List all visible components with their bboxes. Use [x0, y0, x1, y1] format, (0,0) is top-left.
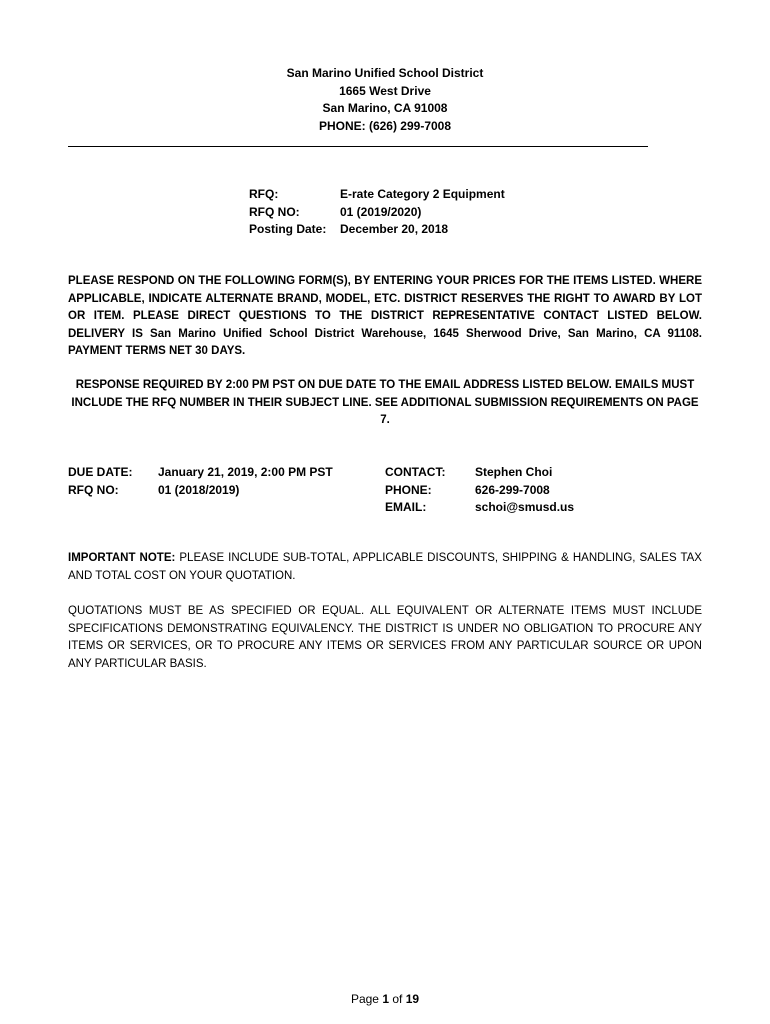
posting-date-label: Posting Date:	[249, 222, 327, 236]
rfq-no-value: 01 (2019/2020)	[340, 204, 422, 219]
rfq-row	[249, 186, 505, 204]
rfq-row	[249, 221, 505, 239]
rfq-no-label: RFQ NO:	[249, 204, 300, 219]
due-row	[68, 482, 702, 500]
rfq-no-label-2: RFQ NO:	[68, 482, 119, 497]
important-note-label: IMPORTANT NOTE:	[68, 552, 176, 564]
response-notice: RESPONSE REQUIRED BY 2:00 PM PST ON DUE DATE TO THE EMAIL ADDRESS LISTED BELOW. EMAILS MUST INCLUDE THE RFQ NUMBER IN THEIR SUBJECT LINE. SEE ADDITIONAL SUBMISSION REQUIREMENTS ON PAGE 7.	[71, 379, 699, 426]
due-info	[68, 464, 702, 517]
due-date-label: DUE DATE:	[68, 465, 133, 479]
address-line: 1665 West Drive	[339, 83, 431, 98]
of-word: of	[389, 992, 406, 1006]
email-label: EMAIL:	[385, 500, 427, 514]
due-row	[68, 499, 702, 517]
current-page: 1	[382, 992, 389, 1006]
important-note	[68, 550, 702, 585]
org-name: San Marino Unified School District	[286, 66, 484, 80]
instructions-paragraph: PLEASE RESPOND ON THE FOLLOWING FORM(S), BY ENTERING YOUR PRICES FOR THE ITEMS LISTED. WHERE APPLICABLE, INDICATE ALTERNATE BRAND, MODEL, ETC. DISTRICT RESERVES THE RIGHT TO AWARD BY LOT OR ITEM. PLEASE DIRECT QUESTIONS TO THE DISTRICT REPRESENTATIVE CONTACT LISTED BELOW. DELIVERY IS San Marino Unified School District Warehouse, 1645 Sherwood Drive, San Marino, CA 91108. PAYMENT TERMS NET 30 DAYS.	[68, 275, 702, 357]
rfq-row	[249, 204, 505, 222]
city-line: San Marino, CA 91008	[322, 101, 448, 115]
posting-date-value: December 20, 2018	[340, 222, 449, 236]
rfq-value: E-rate Category 2 Equipment	[340, 187, 505, 201]
page-word: Page	[350, 992, 383, 1006]
phone-label: PHONE:	[385, 482, 432, 497]
due-row	[68, 464, 702, 482]
phone-line: PHONE: (626) 299-7008	[318, 118, 452, 133]
important-note-text: PLEASE INCLUDE SUB-TOTAL, APPLICABLE DISCOUNTS, SHIPPING & HANDLING, SALES TAX AND TOTAL COST ON YOUR QUOTATION.	[68, 552, 702, 582]
phone-value: 626-299-7008	[475, 482, 550, 497]
rfq-no-value-2: 01 (2018/2019)	[158, 482, 240, 497]
email-value[interactable]: schoi@smusd.us	[475, 500, 575, 514]
rfq-info	[249, 186, 505, 239]
rfq-label: RFQ:	[249, 187, 279, 201]
quotation-note: QUOTATIONS MUST BE AS SPECIFIED OR EQUAL. ALL EQUIVALENT OR ALTERNATE ITEMS MUST INCLUDE SPECIFICATIONS DEMONSTRATING EQUIVALENCY. THE DISTRICT IS UNDER NO OBLIGATION TO PROCURE ANY ITEMS OR SERVICES, OR TO PROCURE ANY ITEMS OR SERVICES FROM ANY PARTICULAR SOURCE OR UPON ANY PARTICULAR BASIS.	[68, 605, 702, 670]
due-date-value: January 21, 2019, 2:00 PM PST	[158, 465, 333, 479]
contact-value: Stephen Choi	[475, 465, 553, 479]
total-pages: 19	[405, 992, 420, 1006]
header-divider	[68, 146, 648, 147]
page-footer	[0, 992, 770, 1006]
contact-label: CONTACT:	[385, 465, 446, 479]
letterhead	[0, 65, 770, 135]
